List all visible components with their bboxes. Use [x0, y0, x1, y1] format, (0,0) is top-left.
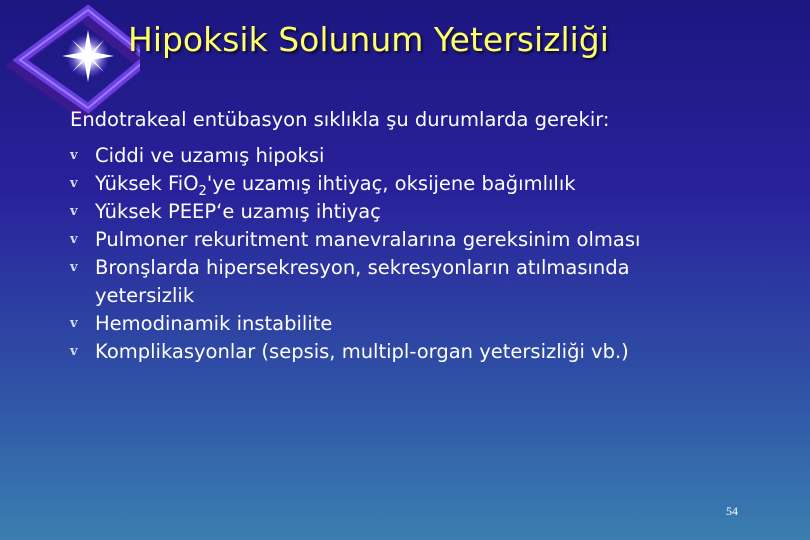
bullet-text-part: 'ye uzamış ihtiyaç, oksijene bağımlılık [206, 172, 576, 195]
bullet-list [70, 142, 715, 366]
slide-title: Hipoksik Solunum Yetersizliği [128, 20, 609, 59]
list-item [70, 142, 715, 170]
list-item [70, 226, 715, 254]
list-item [70, 254, 715, 310]
check-bullet-icon: v [70, 316, 78, 331]
check-bullet-icon: v [70, 148, 78, 163]
list-item [70, 170, 715, 198]
page-number: 54 [726, 504, 738, 518]
bullet-text: Komplikasyonlar (sepsis, multipl-organ yetersizliği vb.) [95, 340, 629, 363]
bullet-text: Hemodinamik instabilite [95, 312, 333, 335]
check-bullet-icon: v [70, 344, 78, 359]
list-item [70, 310, 715, 338]
intro-text: Endotrakeal entübasyon sıklıkla şu durumlarda gerekir: [70, 108, 610, 131]
bullet-text: Ciddi ve uzamış hipoksi [95, 144, 325, 167]
bullet-text-part: Yüksek FiO [95, 172, 199, 195]
list-item [70, 198, 715, 226]
bullet-text: Pulmoner rekuritment manevralarına gereksinim olması [95, 228, 641, 251]
bullet-text: Yüksek PEEP‘e uzamış ihtiyaç [95, 200, 381, 223]
bullet-text: Bronşlarda hipersekresyon, sekresyonların atılmasında yetersizlik [95, 256, 630, 307]
check-bullet-icon: v [70, 232, 78, 247]
subscript: 2 [198, 183, 207, 199]
check-bullet-icon: v [70, 176, 78, 191]
list-item [70, 338, 715, 366]
check-bullet-icon: v [70, 204, 78, 219]
check-bullet-icon: v [70, 260, 78, 275]
